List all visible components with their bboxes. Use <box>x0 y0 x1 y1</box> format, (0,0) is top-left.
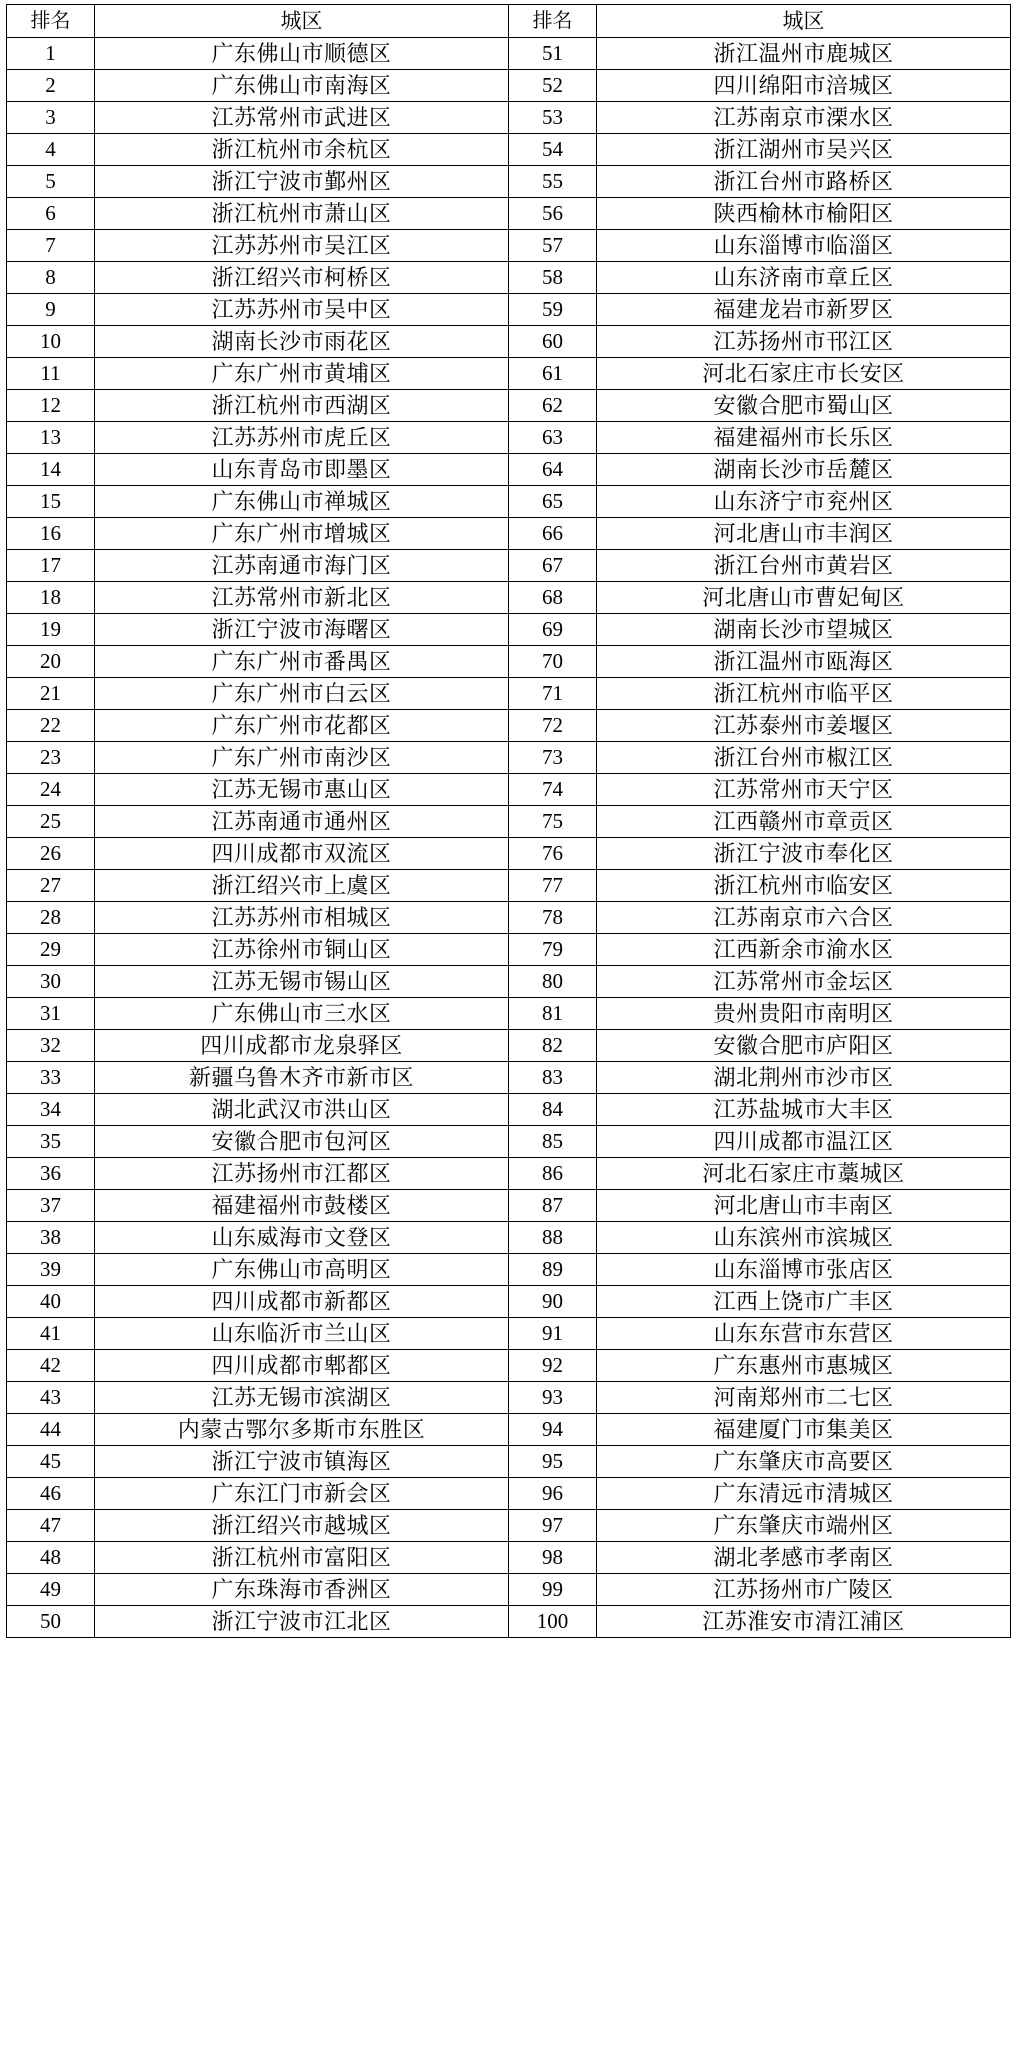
cell-district-right: 湖北荆州市沙市区 <box>597 1062 1011 1094</box>
table-row <box>7 1190 1011 1222</box>
table-row <box>7 1062 1011 1094</box>
cell-rank-right: 92 <box>509 1350 597 1382</box>
cell-district-right: 山东东营市东营区 <box>597 1318 1011 1350</box>
cell-rank-right: 56 <box>509 198 597 230</box>
table-row <box>7 198 1011 230</box>
cell-rank-right: 97 <box>509 1510 597 1542</box>
cell-rank-right: 95 <box>509 1446 597 1478</box>
table-row <box>7 230 1011 262</box>
cell-rank-right: 87 <box>509 1190 597 1222</box>
cell-rank-left: 49 <box>7 1574 95 1606</box>
cell-rank-right: 60 <box>509 326 597 358</box>
cell-district-right: 江苏扬州市邗江区 <box>597 326 1011 358</box>
cell-rank-right: 55 <box>509 166 597 198</box>
cell-district-left: 湖南长沙市雨花区 <box>95 326 509 358</box>
cell-district-left: 广东广州市番禺区 <box>95 646 509 678</box>
cell-district-left: 四川成都市新都区 <box>95 1286 509 1318</box>
cell-rank-right: 72 <box>509 710 597 742</box>
table-row <box>7 358 1011 390</box>
table-row <box>7 518 1011 550</box>
cell-district-right: 江西上饶市广丰区 <box>597 1286 1011 1318</box>
cell-district-left: 浙江绍兴市柯桥区 <box>95 262 509 294</box>
cell-rank-left: 25 <box>7 806 95 838</box>
cell-rank-right: 70 <box>509 646 597 678</box>
cell-rank-right: 69 <box>509 614 597 646</box>
cell-rank-right: 73 <box>509 742 597 774</box>
cell-district-left: 广东佛山市禅城区 <box>95 486 509 518</box>
cell-district-left: 江苏南通市海门区 <box>95 550 509 582</box>
cell-rank-right: 68 <box>509 582 597 614</box>
cell-rank-left: 29 <box>7 934 95 966</box>
table-row <box>7 102 1011 134</box>
cell-rank-left: 1 <box>7 38 95 70</box>
cell-rank-left: 37 <box>7 1190 95 1222</box>
cell-rank-right: 96 <box>509 1478 597 1510</box>
cell-rank-right: 100 <box>509 1606 597 1638</box>
cell-rank-right: 80 <box>509 966 597 998</box>
cell-district-left: 广东广州市南沙区 <box>95 742 509 774</box>
table-row <box>7 902 1011 934</box>
cell-district-right: 浙江杭州市临平区 <box>597 678 1011 710</box>
cell-rank-left: 32 <box>7 1030 95 1062</box>
cell-district-left: 浙江宁波市江北区 <box>95 1606 509 1638</box>
table-row <box>7 1542 1011 1574</box>
cell-district-left: 广东广州市白云区 <box>95 678 509 710</box>
cell-district-right: 河北唐山市曹妃甸区 <box>597 582 1011 614</box>
cell-rank-left: 40 <box>7 1286 95 1318</box>
table-row <box>7 1414 1011 1446</box>
cell-rank-left: 44 <box>7 1414 95 1446</box>
cell-district-right: 福建龙岩市新罗区 <box>597 294 1011 326</box>
cell-district-right: 浙江湖州市吴兴区 <box>597 134 1011 166</box>
cell-rank-left: 30 <box>7 966 95 998</box>
cell-rank-right: 83 <box>509 1062 597 1094</box>
table-row <box>7 870 1011 902</box>
column-header-district-right: 城区 <box>597 5 1011 38</box>
cell-rank-right: 53 <box>509 102 597 134</box>
cell-district-right: 河北石家庄市藁城区 <box>597 1158 1011 1190</box>
cell-rank-right: 74 <box>509 774 597 806</box>
cell-district-right: 河北唐山市丰南区 <box>597 1190 1011 1222</box>
cell-rank-left: 23 <box>7 742 95 774</box>
cell-district-right: 河南郑州市二七区 <box>597 1382 1011 1414</box>
cell-district-left: 浙江杭州市余杭区 <box>95 134 509 166</box>
table-row <box>7 806 1011 838</box>
cell-district-left: 江苏徐州市铜山区 <box>95 934 509 966</box>
table-row <box>7 70 1011 102</box>
cell-rank-left: 42 <box>7 1350 95 1382</box>
table-row <box>7 1030 1011 1062</box>
cell-rank-right: 84 <box>509 1094 597 1126</box>
cell-rank-left: 17 <box>7 550 95 582</box>
cell-district-left: 浙江杭州市富阳区 <box>95 1542 509 1574</box>
table-row <box>7 1606 1011 1638</box>
cell-rank-left: 16 <box>7 518 95 550</box>
cell-rank-left: 26 <box>7 838 95 870</box>
cell-district-left: 四川成都市双流区 <box>95 838 509 870</box>
table-row <box>7 1094 1011 1126</box>
column-header-district-left: 城区 <box>95 5 509 38</box>
cell-district-left: 江苏南通市通州区 <box>95 806 509 838</box>
cell-district-left: 福建福州市鼓楼区 <box>95 1190 509 1222</box>
cell-rank-left: 41 <box>7 1318 95 1350</box>
cell-district-left: 广东广州市花都区 <box>95 710 509 742</box>
cell-district-right: 浙江台州市黄岩区 <box>597 550 1011 582</box>
cell-rank-left: 13 <box>7 422 95 454</box>
cell-district-right: 湖南长沙市望城区 <box>597 614 1011 646</box>
cell-rank-right: 71 <box>509 678 597 710</box>
table-row <box>7 934 1011 966</box>
cell-district-right: 安徽合肥市蜀山区 <box>597 390 1011 422</box>
cell-district-right: 贵州贵阳市南明区 <box>597 998 1011 1030</box>
cell-district-left: 浙江宁波市鄞州区 <box>95 166 509 198</box>
cell-rank-left: 20 <box>7 646 95 678</box>
cell-district-left: 广东广州市增城区 <box>95 518 509 550</box>
cell-rank-left: 47 <box>7 1510 95 1542</box>
cell-rank-left: 48 <box>7 1542 95 1574</box>
cell-district-right: 浙江温州市鹿城区 <box>597 38 1011 70</box>
cell-rank-right: 59 <box>509 294 597 326</box>
table-row <box>7 1222 1011 1254</box>
cell-rank-right: 99 <box>509 1574 597 1606</box>
table-row <box>7 710 1011 742</box>
table-row <box>7 1446 1011 1478</box>
cell-rank-right: 88 <box>509 1222 597 1254</box>
cell-district-left: 浙江绍兴市越城区 <box>95 1510 509 1542</box>
cell-district-left: 内蒙古鄂尔多斯市东胜区 <box>95 1414 509 1446</box>
cell-rank-right: 91 <box>509 1318 597 1350</box>
cell-district-left: 广东珠海市香洲区 <box>95 1574 509 1606</box>
table-row <box>7 1286 1011 1318</box>
cell-district-right: 江西赣州市章贡区 <box>597 806 1011 838</box>
cell-district-right: 山东淄博市张店区 <box>597 1254 1011 1286</box>
cell-rank-right: 85 <box>509 1126 597 1158</box>
cell-rank-right: 82 <box>509 1030 597 1062</box>
table-row <box>7 134 1011 166</box>
table-row <box>7 326 1011 358</box>
cell-rank-right: 65 <box>509 486 597 518</box>
cell-rank-left: 8 <box>7 262 95 294</box>
cell-district-left: 浙江杭州市萧山区 <box>95 198 509 230</box>
cell-district-left: 山东临沂市兰山区 <box>95 1318 509 1350</box>
cell-district-left: 江苏扬州市江都区 <box>95 1158 509 1190</box>
cell-rank-left: 9 <box>7 294 95 326</box>
cell-rank-right: 98 <box>509 1542 597 1574</box>
cell-district-left: 浙江宁波市海曙区 <box>95 614 509 646</box>
cell-rank-right: 61 <box>509 358 597 390</box>
cell-rank-left: 2 <box>7 70 95 102</box>
cell-district-right: 广东肇庆市端州区 <box>597 1510 1011 1542</box>
cell-rank-right: 67 <box>509 550 597 582</box>
cell-district-right: 江苏淮安市清江浦区 <box>597 1606 1011 1638</box>
cell-rank-left: 7 <box>7 230 95 262</box>
cell-rank-left: 19 <box>7 614 95 646</box>
cell-district-left: 广东佛山市高明区 <box>95 1254 509 1286</box>
cell-district-right: 山东淄博市临淄区 <box>597 230 1011 262</box>
cell-district-right: 湖南长沙市岳麓区 <box>597 454 1011 486</box>
cell-rank-right: 52 <box>509 70 597 102</box>
cell-rank-left: 50 <box>7 1606 95 1638</box>
cell-district-left: 江苏苏州市吴中区 <box>95 294 509 326</box>
cell-district-right: 福建福州市长乐区 <box>597 422 1011 454</box>
cell-rank-left: 27 <box>7 870 95 902</box>
cell-rank-right: 62 <box>509 390 597 422</box>
cell-rank-left: 5 <box>7 166 95 198</box>
table-row <box>7 1158 1011 1190</box>
cell-district-right: 浙江宁波市奉化区 <box>597 838 1011 870</box>
cell-district-right: 浙江台州市椒江区 <box>597 742 1011 774</box>
cell-rank-left: 39 <box>7 1254 95 1286</box>
table-row <box>7 1510 1011 1542</box>
cell-district-left: 浙江绍兴市上虞区 <box>95 870 509 902</box>
cell-district-left: 广东佛山市顺德区 <box>95 38 509 70</box>
cell-district-left: 广东江门市新会区 <box>95 1478 509 1510</box>
cell-rank-right: 76 <box>509 838 597 870</box>
table-body <box>7 38 1011 1638</box>
table-row <box>7 614 1011 646</box>
column-header-rank-right: 排名 <box>509 5 597 38</box>
cell-rank-right: 54 <box>509 134 597 166</box>
cell-rank-left: 35 <box>7 1126 95 1158</box>
cell-district-right: 江苏常州市金坛区 <box>597 966 1011 998</box>
table-row <box>7 486 1011 518</box>
cell-district-right: 浙江台州市路桥区 <box>597 166 1011 198</box>
cell-rank-right: 78 <box>509 902 597 934</box>
cell-district-left: 安徽合肥市包河区 <box>95 1126 509 1158</box>
table-row <box>7 1318 1011 1350</box>
cell-rank-right: 64 <box>509 454 597 486</box>
cell-district-right: 江西新余市渝水区 <box>597 934 1011 966</box>
table-row <box>7 1574 1011 1606</box>
cell-rank-right: 90 <box>509 1286 597 1318</box>
cell-district-left: 广东佛山市南海区 <box>95 70 509 102</box>
cell-rank-left: 18 <box>7 582 95 614</box>
table-row <box>7 966 1011 998</box>
cell-rank-left: 3 <box>7 102 95 134</box>
cell-rank-left: 38 <box>7 1222 95 1254</box>
table-row <box>7 1254 1011 1286</box>
cell-rank-right: 77 <box>509 870 597 902</box>
cell-rank-right: 57 <box>509 230 597 262</box>
table-row <box>7 1478 1011 1510</box>
table-row <box>7 294 1011 326</box>
cell-rank-right: 86 <box>509 1158 597 1190</box>
cell-rank-left: 21 <box>7 678 95 710</box>
cell-district-left: 四川成都市龙泉驿区 <box>95 1030 509 1062</box>
cell-district-right: 福建厦门市集美区 <box>597 1414 1011 1446</box>
cell-rank-right: 79 <box>509 934 597 966</box>
table-row <box>7 774 1011 806</box>
cell-rank-left: 4 <box>7 134 95 166</box>
cell-district-left: 浙江杭州市西湖区 <box>95 390 509 422</box>
cell-district-right: 广东清远市清城区 <box>597 1478 1011 1510</box>
cell-district-right: 广东惠州市惠城区 <box>597 1350 1011 1382</box>
table-row <box>7 422 1011 454</box>
cell-district-right: 江苏扬州市广陵区 <box>597 1574 1011 1606</box>
cell-district-left: 浙江宁波市镇海区 <box>95 1446 509 1478</box>
cell-district-right: 江苏南京市六合区 <box>597 902 1011 934</box>
cell-district-left: 江苏常州市武进区 <box>95 102 509 134</box>
table-row <box>7 454 1011 486</box>
cell-district-right: 浙江温州市瓯海区 <box>597 646 1011 678</box>
cell-district-right: 江苏盐城市大丰区 <box>597 1094 1011 1126</box>
cell-district-left: 江苏苏州市虎丘区 <box>95 422 509 454</box>
table-row <box>7 582 1011 614</box>
cell-district-left: 四川成都市郫都区 <box>95 1350 509 1382</box>
table-row <box>7 1126 1011 1158</box>
cell-district-right: 安徽合肥市庐阳区 <box>597 1030 1011 1062</box>
cell-district-left: 广东佛山市三水区 <box>95 998 509 1030</box>
table-row <box>7 838 1011 870</box>
table-row <box>7 262 1011 294</box>
table-row <box>7 646 1011 678</box>
cell-rank-left: 12 <box>7 390 95 422</box>
cell-district-left: 广东广州市黄埔区 <box>95 358 509 390</box>
cell-district-left: 新疆乌鲁木齐市新市区 <box>95 1062 509 1094</box>
cell-rank-left: 22 <box>7 710 95 742</box>
cell-rank-left: 31 <box>7 998 95 1030</box>
cell-district-right: 四川成都市温江区 <box>597 1126 1011 1158</box>
table-row <box>7 550 1011 582</box>
cell-rank-left: 34 <box>7 1094 95 1126</box>
cell-district-right: 河北唐山市丰润区 <box>597 518 1011 550</box>
table-header-row <box>7 5 1011 38</box>
cell-district-left: 山东青岛市即墨区 <box>95 454 509 486</box>
cell-district-left: 江苏无锡市滨湖区 <box>95 1382 509 1414</box>
table-row <box>7 742 1011 774</box>
cell-district-left: 江苏无锡市惠山区 <box>95 774 509 806</box>
cell-rank-left: 10 <box>7 326 95 358</box>
cell-rank-left: 15 <box>7 486 95 518</box>
cell-rank-left: 24 <box>7 774 95 806</box>
cell-rank-right: 81 <box>509 998 597 1030</box>
cell-district-right: 江苏南京市溧水区 <box>597 102 1011 134</box>
table-row <box>7 390 1011 422</box>
table-row <box>7 166 1011 198</box>
cell-district-left: 江苏苏州市吴江区 <box>95 230 509 262</box>
cell-rank-left: 6 <box>7 198 95 230</box>
cell-rank-right: 89 <box>509 1254 597 1286</box>
cell-district-right: 陕西榆林市榆阳区 <box>597 198 1011 230</box>
cell-rank-right: 75 <box>509 806 597 838</box>
table-row <box>7 1350 1011 1382</box>
column-header-rank-left: 排名 <box>7 5 95 38</box>
cell-district-right: 湖北孝感市孝南区 <box>597 1542 1011 1574</box>
cell-rank-right: 58 <box>509 262 597 294</box>
cell-rank-right: 63 <box>509 422 597 454</box>
table-row <box>7 1382 1011 1414</box>
city-district-ranking-table <box>6 4 1011 1638</box>
cell-district-left: 江苏苏州市相城区 <box>95 902 509 934</box>
cell-district-left: 湖北武汉市洪山区 <box>95 1094 509 1126</box>
table-row <box>7 678 1011 710</box>
cell-district-right: 广东肇庆市高要区 <box>597 1446 1011 1478</box>
table-header <box>7 5 1011 38</box>
cell-rank-right: 94 <box>509 1414 597 1446</box>
cell-rank-left: 33 <box>7 1062 95 1094</box>
cell-district-left: 山东威海市文登区 <box>95 1222 509 1254</box>
table-row <box>7 38 1011 70</box>
cell-district-left: 江苏常州市新北区 <box>95 582 509 614</box>
cell-district-right: 江苏泰州市姜堰区 <box>597 710 1011 742</box>
cell-rank-right: 66 <box>509 518 597 550</box>
cell-rank-left: 11 <box>7 358 95 390</box>
cell-rank-left: 46 <box>7 1478 95 1510</box>
cell-district-right: 四川绵阳市涪城区 <box>597 70 1011 102</box>
cell-rank-right: 93 <box>509 1382 597 1414</box>
cell-rank-left: 36 <box>7 1158 95 1190</box>
cell-rank-left: 28 <box>7 902 95 934</box>
cell-district-right: 山东滨州市滨城区 <box>597 1222 1011 1254</box>
cell-district-right: 山东济南市章丘区 <box>597 262 1011 294</box>
cell-district-right: 江苏常州市天宁区 <box>597 774 1011 806</box>
table-row <box>7 998 1011 1030</box>
cell-rank-left: 45 <box>7 1446 95 1478</box>
cell-rank-right: 51 <box>509 38 597 70</box>
cell-rank-left: 43 <box>7 1382 95 1414</box>
cell-district-right: 山东济宁市兖州区 <box>597 486 1011 518</box>
cell-district-right: 浙江杭州市临安区 <box>597 870 1011 902</box>
cell-district-left: 江苏无锡市锡山区 <box>95 966 509 998</box>
cell-rank-left: 14 <box>7 454 95 486</box>
cell-district-right: 河北石家庄市长安区 <box>597 358 1011 390</box>
